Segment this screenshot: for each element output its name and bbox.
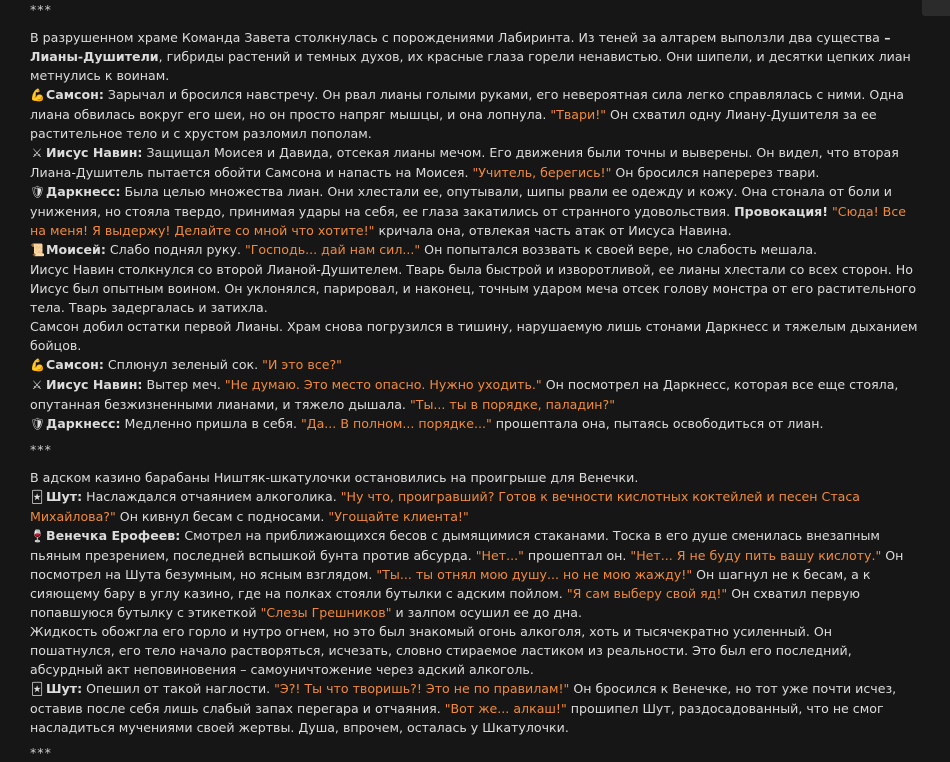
dialogue-jester: 🃏 Шут: Наслаждался отчаянием алкоголика. "Ну что, проигравший? Готов к вечности кислотных коктейлей и песен Стаса Михайлова?" Он кивнул бесам с подносами. "Угощайте клиента!" [30,489,861,524]
dialogue-venya: 🍷Венечка Ерофеев: Смотрел на приближающихся бесов с дымящимися стаканами. Тоска в его душе сменилась внезапным пьяным презрением, последней вспышкой бунта против абсурда. "Нет..." прошептал он. "Нет... Я не буду пить вашу кислоту." Он посмотрел на Шута безумным, но ясным взглядом. "Ты... ты отнял мою душу... но не мою жажду!" Он шагнул не к бесам, а к сияющему бару в углу казино, где на полках стояли бутылки с адским пойлом. "Я сам выберу свой яд!" Он схватил первую попавшуюся бутылку с этикеткой "Слезы Грешников" и залпом осушил ее до дна. [30,528,904,620]
dialogue-darkness: 🛡Даркнесс: Медленно пришла в себя. "Да... В полном... порядке..." прошептала она, пытаясь освободиться от лиан. [30,414,920,434]
speaker-name: Венечка Ерофеев: [46,528,181,543]
joker-card-icon: 🃏 [30,490,44,504]
narration-paragraph: В разрушенном храме Команда Завета столкнулась с порождениями Лабиринта. Из теней за алтарем выползли два существа – Лианы-Душители, гибриды растений и темных духов, их красные глаза горели ненавистью. Они шипели, и десятки цепких лиан метнулись к воинам. [30,30,911,83]
quote: "Господь... дай нам сил..." [244,242,421,257]
dialogue-jesus: ⚔ Иисус Навин: Защищал Моисея и Давида, отсекая лианы мечом. Его движения были точны и выверены. Он видел, что вторая Лиана-Душитель пытается обойти Самсона и напасть на Моисея. "Учитель, берегись!" Он бросился наперерез твари. [30,145,899,180]
quote: "Э?! Ты что творишь?! Это не по правилам!" [274,681,570,696]
scroll-icon: 📜 [30,243,45,257]
quote: "Не думаю. Это место опасно. Нужно уходить." [224,377,542,392]
provocation-label: Провокация! [734,204,829,219]
dialogue-jester: 🃏 Шут: Опешил от такой наглости. "Э?! Ты что творишь?! Это не по правилам!" Он бросился к Венечке, но тот уже почти исчез, оставив после себя лишь слабый запах перегара и отчаяния. "Вот же... алкаш!" прошипел Шут, раздосадованный, что не смог насладиться мучениями своей жертвы. Душа, впрочем, осталась у Шкатулочки. [30,681,897,735]
dialogue-samson: 💪Самсон: Зарычал и бросился навстречу. Он рвал лианы голыми руками, его невероятная сила легко справлялась с ними. Одна лиана обвилась вокруг его шеи, но он просто напряг мышцы, и она лопнула. "Твари!" Он схватил одну Лиану-Душителя за ее растительное тело и с хрустом разломил пополам. [30,87,904,141]
quote: "Учитель, берегись!" [472,165,612,180]
quote: "Твари!" [550,107,607,122]
speaker-name: Самсон: [46,87,104,102]
quote: "Слезы Грешников" [260,605,392,620]
narration-paragraph: Жидкость обожгла его горло и нутро огнем, но это был знакомый огонь алкоголя, хоть и тысячекратно усиленный. Он пошатнулся, его тело начало растворяться, исчезать, словно стираемое ластиком из реальности. Это был его последний, абсурдный акт неповиновения – самоуничтожение через адский алкоголь. [30,624,852,677]
wine-glass-icon: 🍷 [30,529,45,543]
dialogue-samson: 💪Самсон: Сплюнул зеленый сок. "И это все?" [30,355,920,375]
quote: "Ты... ты отнял мою душу... но не мою жажду!" [376,567,693,582]
quote: "Да... В полном... порядке..." [300,416,492,431]
quote: "Ты... ты в порядке, паладин?" [409,397,616,412]
crossed-swords-icon: ⚔ [31,146,43,160]
speaker-name: Даркнесс: [46,184,121,199]
speaker-name: Самсон: [46,357,104,372]
dialogue-darkness: 🛡Даркнесс: Была целью множества лиан. Они хлестали ее, опутывали, шипы рвали ее одежду и кожу. Она стонала от боли и унижения, но стояла твердо, принимая удары на себя, ее глаза закатились от странного удовольствия. Провокация! "Сюда! Все на меня! Я выдержу! Делайте со мной что хотите!" кричала она, отвлекая часть атак от Иисуса Навина. [30,184,906,238]
flexed-bicep-icon: 💪 [30,358,45,372]
narration-paragraph: Иисус Навин столкнулся со второй Лианой-Душителем. Тварь была быстрой и изворотливой, ее лианы хлестали со всех сторон. Но Иисус был опытным воином. Он уклонялся, парировал, и наконец, точным ударом меча отсек голову монстра от его растительного тела. Тварь задергалась и затихла. [30,262,917,315]
message-actions-tab[interactable] [922,0,950,16]
quote: "Ну что, проигравший? Готов к вечности кислотных коктейлей и песен Стаса Михайлова?" [30,489,861,524]
speaker-name: Иисус Навин: [46,377,143,392]
speaker-name: Моисей: [46,242,106,257]
quote: "Нет..." [475,548,524,563]
joker-card-icon: 🃏 [30,682,44,696]
dialogue-moses: 📜Моисей: Слабо поднял руку. "Господь... дай нам сил..." Он попытался воззвать к своей вере, но слабость мешала. [30,240,920,260]
quote: "Я сам выберу свой яд!" [566,586,728,601]
dialogue-jesus: ⚔ Иисус Навин: Вытер меч. "Не думаю. Это место опасно. Нужно уходить." Он посмотрел на Даркнесс, которая все еще стояла, опутанная безжизненными лианами, и тяжело дышала. "Ты... ты в порядке, паладин?" [30,377,899,412]
speaker-name: Шут: [46,489,83,504]
speaker-name: Даркнесс: [46,416,121,431]
quote: "Нет... Я не буду пить вашу кислоту." [630,548,882,563]
flexed-bicep-icon: 💪 [30,88,45,102]
quote: "И это все?" [262,357,342,372]
shield-icon: 🛡 [30,417,46,431]
speaker-name: Шут: [46,681,83,696]
crossed-swords-icon: ⚔ [31,378,43,392]
speaker-name: Иисус Навин: [46,145,143,160]
separator: *** [30,2,52,17]
narration-paragraph: Самсон добил остатки первой Лианы. Храм снова погрузился в тишину, нарушаемую лишь стонами Даркнесс и тяжелым дыханием бойцов. [30,319,918,353]
separator: *** [30,745,52,760]
shield-icon: 🛡 [30,185,46,199]
quote: "Вот же... алкаш!" [444,701,567,716]
narration-paragraph: В адском казино барабаны Ништяк-шкатулочки остановились на проигрыше для Венечки. [30,470,639,485]
quote: "Сюда! Все на меня! Я выдержу! Делайте со мной что хотите!" [30,204,906,238]
separator: *** [30,442,52,457]
quote: "Угощайте клиента!" [328,509,469,524]
